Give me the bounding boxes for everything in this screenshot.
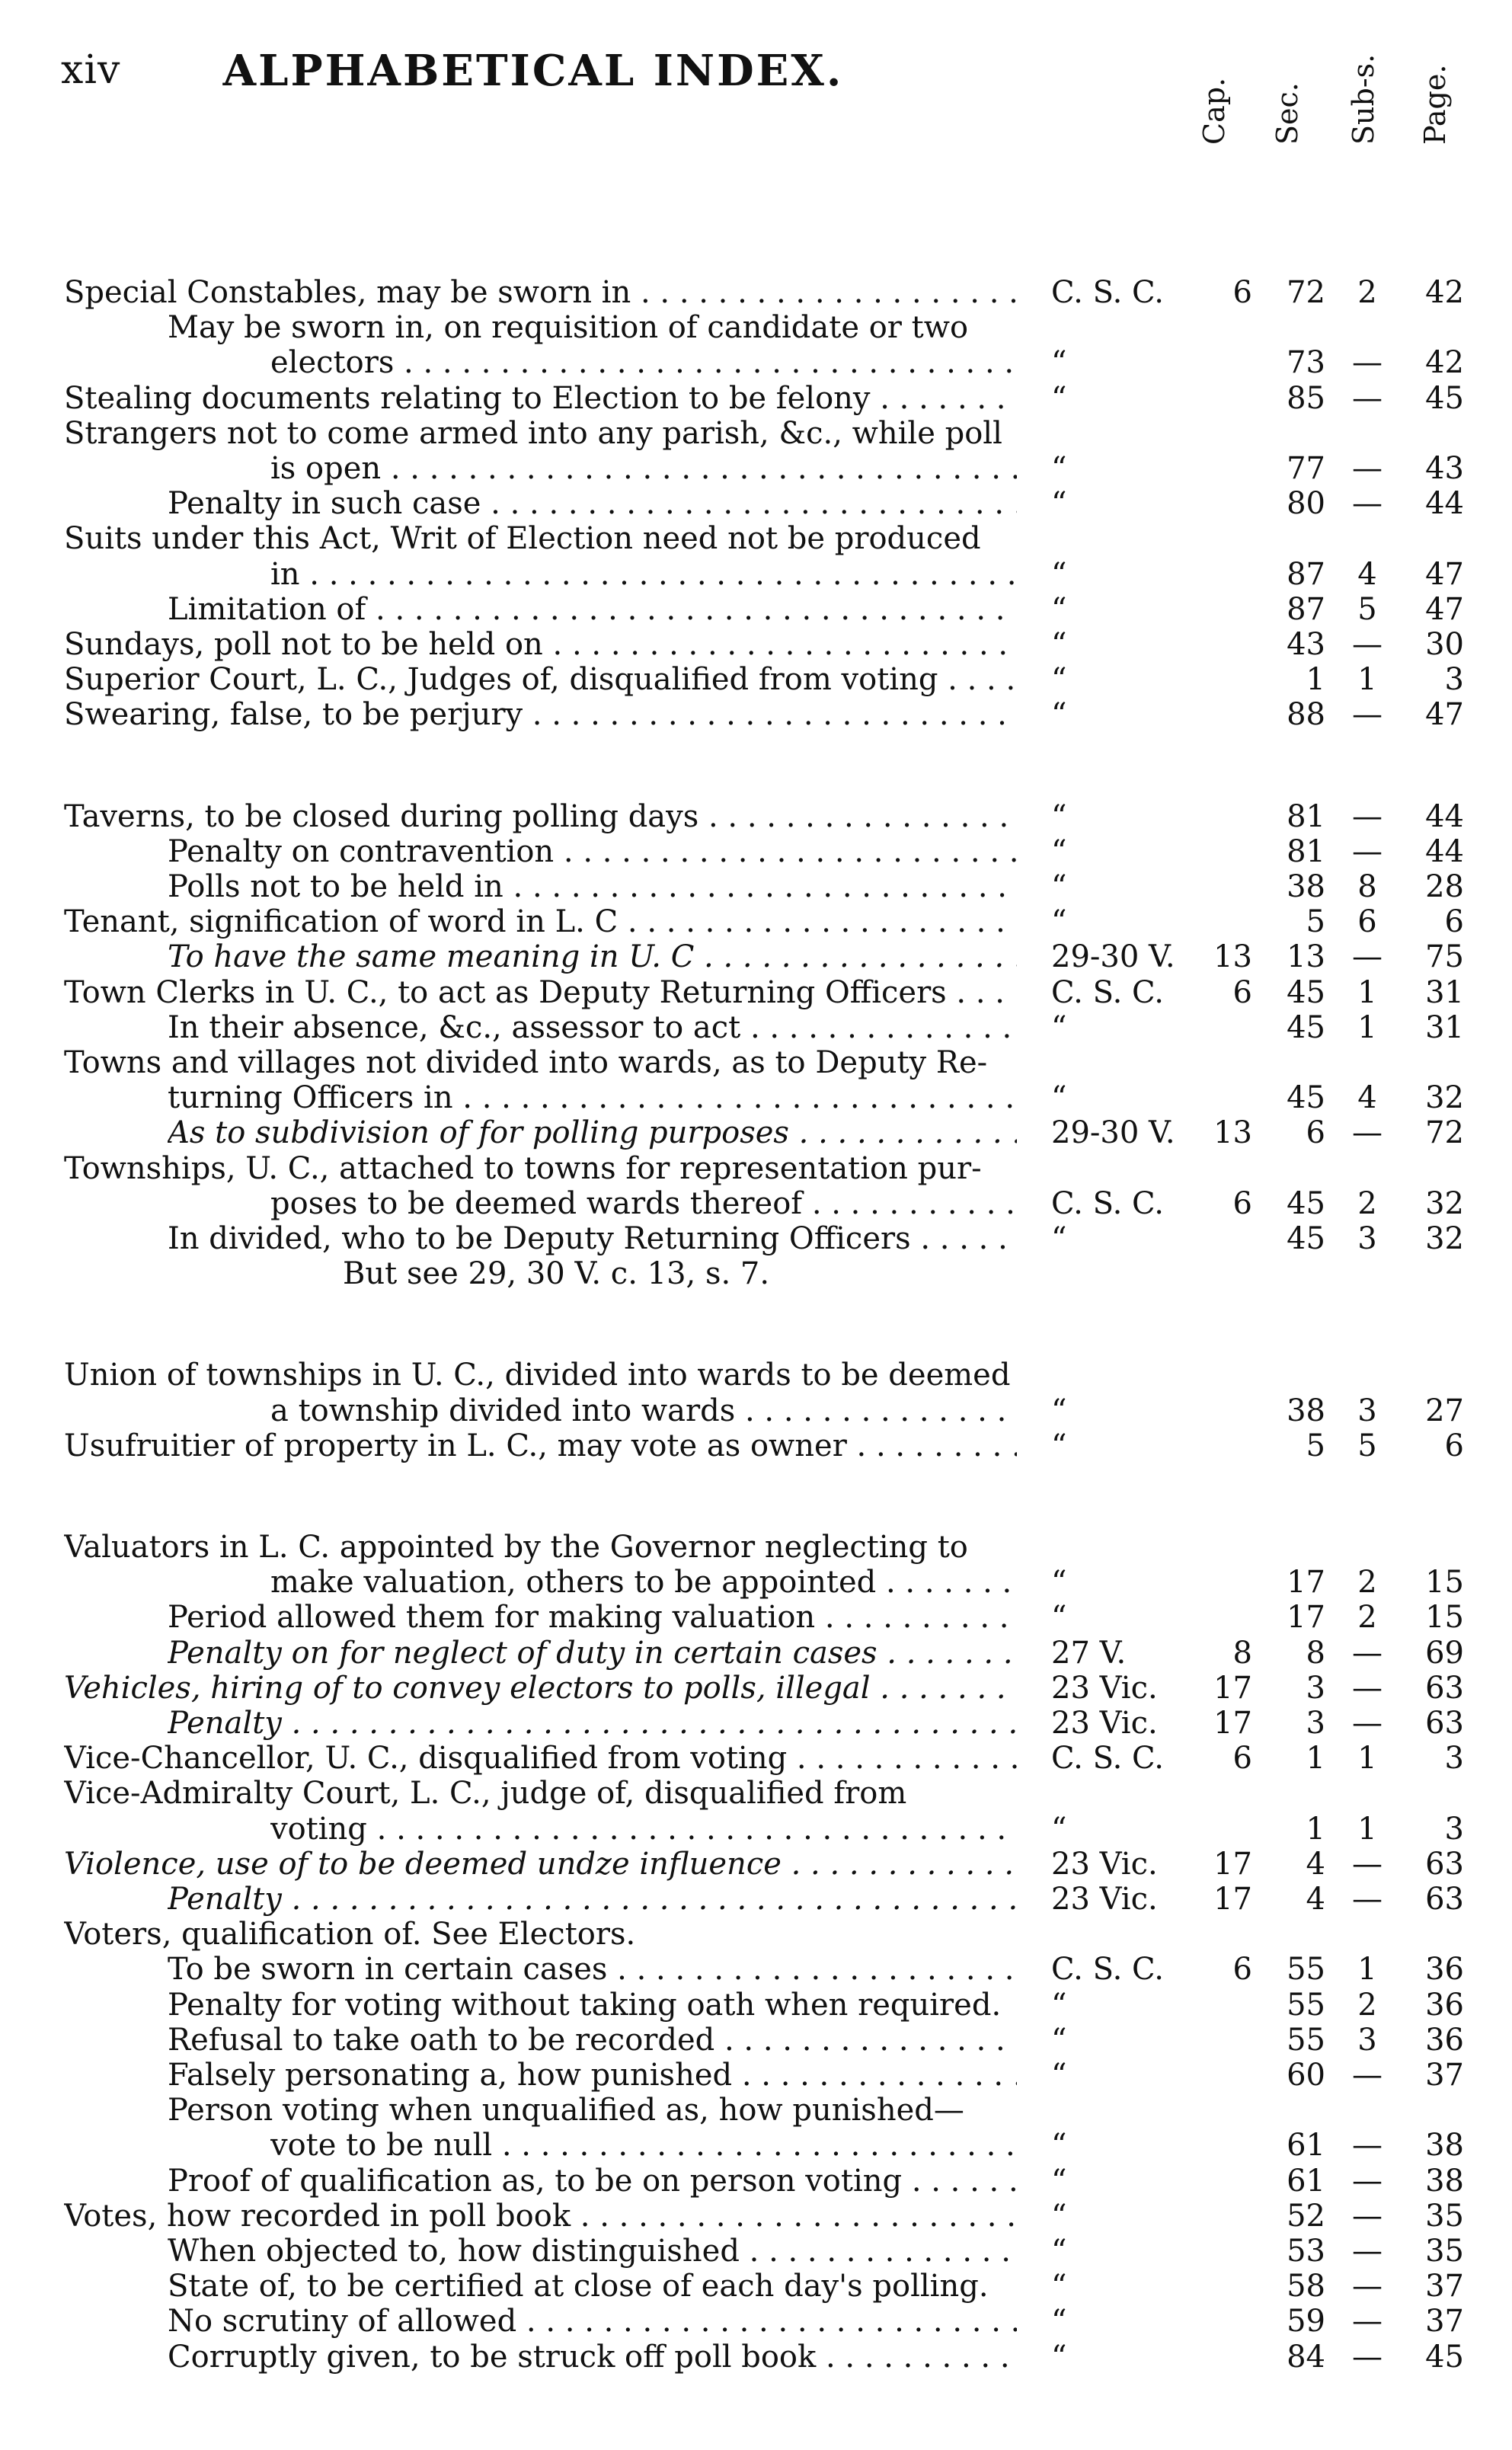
index-entry-text: Corruptly given, to be struck off poll book . . . <box>168 2339 1017 2375</box>
page-reference: 75 <box>1425 939 1464 974</box>
index-row <box>0 1009 1512 1046</box>
index-entry-text: Taverns, to be closed during polling days . . . <box>64 798 1017 835</box>
section-number: 60 <box>1287 2058 1325 2093</box>
index-entry-text: Swearing, false, to be perjury . . . <box>64 696 1017 733</box>
subsection-number: 2 <box>1357 1988 1377 2023</box>
act-reference: 23 Vic. <box>1051 1671 1158 1706</box>
act-reference: C. S. C. <box>1051 1741 1164 1776</box>
subsection-number: — <box>1352 2128 1383 2163</box>
subsection-number: — <box>1352 939 1383 974</box>
act-reference: “ <box>1051 1812 1067 1847</box>
subsection-number: 8 <box>1357 869 1377 904</box>
page-reference: 30 <box>1425 627 1464 662</box>
index-entry-text: Vehicles, hiring of to convey electors to polls, illegal . . . <box>64 1670 1017 1706</box>
index-entry-text: Polls not to be held in . . . <box>168 868 1017 905</box>
subsection-number: — <box>1352 2304 1383 2339</box>
index-row <box>0 485 1512 522</box>
subsection-number: 3 <box>1357 1221 1377 1256</box>
index-row <box>0 1916 1512 1953</box>
index-row <box>0 1987 1512 2023</box>
page-reference: 72 <box>1425 1115 1464 1150</box>
page-reference: 36 <box>1425 1988 1464 2023</box>
index-entry-text: To have the same meaning in U. C . . . <box>168 939 1017 975</box>
page-reference: 47 <box>1425 557 1464 592</box>
index-row <box>0 1635 1512 1671</box>
section-number: 45 <box>1287 1221 1325 1256</box>
page-reference: 6 <box>1444 904 1464 939</box>
act-reference: “ <box>1051 1080 1067 1115</box>
section-number: 88 <box>1287 697 1325 732</box>
section-number: 6 <box>1306 1115 1325 1150</box>
index-entry-text: Penalty . . . <box>168 1881 1017 1917</box>
index-row <box>0 974 1512 1011</box>
index-entry-text: Proof of qualification as, to be on person voting . . . <box>168 2163 1017 2199</box>
index-row <box>0 2339 1512 2375</box>
act-reference: 23 Vic. <box>1051 1847 1158 1882</box>
act-reference: “ <box>1051 799 1067 834</box>
act-reference: “ <box>1051 662 1067 697</box>
act-reference: “ <box>1051 1393 1067 1428</box>
subsection-number: — <box>1352 1847 1383 1882</box>
subsection-number: 1 <box>1357 662 1377 697</box>
act-reference: “ <box>1051 904 1067 939</box>
index-entry-text: Period allowed them for making valuation . . . <box>168 1599 1017 1636</box>
index-row <box>0 1599 1512 1636</box>
section-number: 4 <box>1306 1882 1325 1917</box>
act-reference: “ <box>1051 2199 1067 2234</box>
subsection-number: 2 <box>1357 275 1377 310</box>
subsection-number: 4 <box>1357 1080 1377 1115</box>
section-number: 4 <box>1306 1847 1325 1882</box>
act-reference: C. S. C. <box>1051 1186 1164 1221</box>
index-row <box>0 2303 1512 2340</box>
index-entry-text: Stealing documents relating to Election to be felony . . . <box>64 380 1017 417</box>
act-reference: “ <box>1051 345 1067 380</box>
chapter-number: 17 <box>1213 1847 1252 1882</box>
index-row <box>0 798 1512 835</box>
index-row <box>0 450 1512 487</box>
chapter-number: 17 <box>1213 1706 1252 1741</box>
index-entry-text: State of, to be certified at close of each day's polling. <box>168 2269 989 2304</box>
index-entry-text: Townships, U. C., attached to towns for representation pur- <box>64 1151 982 1186</box>
section-number: 80 <box>1287 486 1325 521</box>
act-reference: C. S. C. <box>1051 275 1164 310</box>
act-reference: “ <box>1051 2269 1067 2304</box>
index-entry-text: Penalty on for neglect of duty in certain cases . . . <box>168 1635 1017 1671</box>
page-reference: 37 <box>1425 2269 1464 2304</box>
index-row <box>0 1255 1512 1292</box>
index-entry-text: in . . . <box>270 556 1017 593</box>
page-reference: 47 <box>1425 697 1464 732</box>
section-number: 87 <box>1287 557 1325 592</box>
act-reference: “ <box>1051 486 1067 521</box>
act-reference: “ <box>1051 2234 1067 2269</box>
index-entry-text: turning Officers in . . . <box>168 1079 1017 1116</box>
index-row <box>0 904 1512 940</box>
chapter-number: 17 <box>1213 1882 1252 1917</box>
subsection-number: 1 <box>1357 1010 1377 1045</box>
subsection-number: — <box>1352 451 1383 486</box>
section-number: 81 <box>1287 834 1325 869</box>
index-row <box>0 591 1512 628</box>
subsection-number: 4 <box>1357 557 1377 592</box>
index-row <box>0 939 1512 975</box>
index-row <box>0 2057 1512 2093</box>
page-reference: 38 <box>1425 2128 1464 2163</box>
section-number: 45 <box>1287 1080 1325 1115</box>
act-reference: “ <box>1051 381 1067 416</box>
page-reference: 3 <box>1444 1812 1464 1847</box>
index-row <box>0 1564 1512 1601</box>
index-entry-text: Tenant, signification of word in L. C . . . <box>64 904 1017 940</box>
act-reference: “ <box>1051 557 1067 592</box>
section-number: 81 <box>1287 799 1325 834</box>
chapter-number: 17 <box>1213 1671 1252 1706</box>
index-row <box>0 556 1512 593</box>
chapter-number: 13 <box>1213 939 1252 974</box>
subsection-number: — <box>1352 2058 1383 2093</box>
column-header-subs: Sub-s. <box>1347 53 1380 145</box>
section-number: 55 <box>1287 1952 1325 1987</box>
index-row <box>0 415 1512 452</box>
index-entry-text: make valuation, others to be appointed . . . <box>270 1564 1017 1601</box>
page-reference: 42 <box>1425 345 1464 380</box>
section-number: 72 <box>1287 275 1325 310</box>
index-row <box>0 1951 1512 1988</box>
act-reference: 27 V. <box>1051 1636 1127 1671</box>
index-entry-text: electors . . . <box>270 344 1017 381</box>
page-number: xiv <box>61 47 121 93</box>
index-entry-text: Strangers not to come armed into any parish, &c., while poll <box>64 416 1002 451</box>
section-number: 59 <box>1287 2304 1325 2339</box>
subsection-number: 1 <box>1357 1812 1377 1847</box>
index-entry-text: Suits under this Act, Writ of Election need not be produced <box>64 521 981 556</box>
act-reference: “ <box>1051 1565 1067 1600</box>
page-reference: 43 <box>1425 451 1464 486</box>
act-reference: “ <box>1051 1221 1067 1256</box>
index-row <box>0 1150 1512 1187</box>
index-row <box>0 1428 1512 1464</box>
page-reference: 32 <box>1425 1080 1464 1115</box>
page-reference: 63 <box>1425 1847 1464 1882</box>
page-reference: 69 <box>1425 1636 1464 1671</box>
section-number: 85 <box>1287 381 1325 416</box>
index-row <box>0 520 1512 557</box>
index-entry-text: vote to be null . . . <box>270 2127 1017 2164</box>
subsection-number: — <box>1352 1115 1383 1150</box>
index-entry-text: Superior Court, L. C., Judges of, disqualified from voting . . . <box>64 661 1017 698</box>
act-reference: “ <box>1051 2304 1067 2339</box>
subsection-number: 6 <box>1357 904 1377 939</box>
index-entry-text: Special Constables, may be sworn in . . . <box>64 274 1017 311</box>
index-row <box>0 1670 1512 1706</box>
index-entry-text: Penalty in such case . . . <box>168 485 1017 522</box>
section-number: 45 <box>1287 1186 1325 1221</box>
index-row <box>0 344 1512 381</box>
index-row <box>0 1115 1512 1151</box>
index-entry-text: Vice-Admiralty Court, L. C., judge of, disqualified from <box>64 1776 907 1811</box>
index-entry-text: Voters, qualification of. See Electors. <box>64 1917 636 1952</box>
section-number: 5 <box>1306 1428 1325 1463</box>
section-number: 3 <box>1306 1671 1325 1706</box>
subsection-number: 1 <box>1357 1741 1377 1776</box>
index-entry-text: Penalty on contravention . . . <box>168 833 1017 870</box>
page-reference: 36 <box>1425 2023 1464 2058</box>
section-number: 61 <box>1287 2164 1325 2199</box>
section-number: 3 <box>1306 1706 1325 1741</box>
page-reference: 32 <box>1425 1186 1464 1221</box>
index-entry-text: As to subdivision of for polling purposes . . . <box>168 1115 1017 1151</box>
chapter-number: 6 <box>1232 275 1252 310</box>
act-reference: “ <box>1051 592 1067 627</box>
index-entry-text: Violence, use of to be deemed undze influence . . . <box>64 1846 1017 1882</box>
section-number: 5 <box>1306 904 1325 939</box>
subsection-number: — <box>1352 1671 1383 1706</box>
subsection-number: — <box>1352 381 1383 416</box>
page-reference: 45 <box>1425 381 1464 416</box>
index-entry-text: Towns and villages not divided into wards, as to Deputy Re- <box>64 1045 988 1080</box>
section-number: 55 <box>1287 1988 1325 2023</box>
section-number: 8 <box>1306 1636 1325 1671</box>
page-reference: 27 <box>1425 1393 1464 1428</box>
index-row <box>0 868 1512 905</box>
page-reference: 37 <box>1425 2304 1464 2339</box>
page-reference: 28 <box>1425 869 1464 904</box>
index-entry-text: Penalty . . . <box>168 1705 1017 1742</box>
section-number: 45 <box>1287 1010 1325 1045</box>
page-reference: 3 <box>1444 1741 1464 1776</box>
act-reference: “ <box>1051 451 1067 486</box>
section-number: 38 <box>1287 1393 1325 1428</box>
page-reference: 35 <box>1425 2234 1464 2269</box>
page-reference: 44 <box>1425 486 1464 521</box>
index-entry-text: When objected to, how distinguished . . . <box>168 2233 1017 2269</box>
index-entry-text: In their absence, &c., assessor to act . . . <box>168 1009 1017 1046</box>
subsection-number: 5 <box>1357 1428 1377 1463</box>
page-reference: 3 <box>1444 662 1464 697</box>
chapter-number: 6 <box>1232 975 1252 1010</box>
index-row <box>0 2022 1512 2058</box>
index-row <box>0 1705 1512 1742</box>
chapter-number: 6 <box>1232 1186 1252 1221</box>
page-reference: 6 <box>1444 1428 1464 1463</box>
index-row <box>0 309 1512 346</box>
index-entry-text: Refusal to take oath to be recorded . . . <box>168 2022 1017 2058</box>
act-reference: “ <box>1051 2023 1067 2058</box>
act-reference: “ <box>1051 2058 1067 2093</box>
page-reference: 63 <box>1425 1671 1464 1706</box>
index-entry-text: is open . . . <box>270 450 1017 487</box>
subsection-number: — <box>1352 2234 1383 2269</box>
chapter-number: 6 <box>1232 1952 1252 1987</box>
page-reference: 38 <box>1425 2164 1464 2199</box>
subsection-number: 2 <box>1357 1565 1377 1600</box>
index-entry-text: To be sworn in certain cases . . . <box>168 1951 1017 1988</box>
index-entry-text: Town Clerks in U. C., to act as Deputy Returning Officers . . . <box>64 974 1017 1011</box>
index-row <box>0 2092 1512 2129</box>
section-number: 17 <box>1287 1600 1325 1635</box>
page-reference: 44 <box>1425 799 1464 834</box>
chapter-number: 8 <box>1232 1636 1252 1671</box>
page-reference: 36 <box>1425 1952 1464 1987</box>
section-number: 87 <box>1287 592 1325 627</box>
index-entry-text: Sundays, poll not to be held on . . . <box>64 626 1017 663</box>
page-reference: 32 <box>1425 1221 1464 1256</box>
index-entry-text: But see 29, 30 V. c. 13, s. 7. <box>343 1256 770 1291</box>
act-reference: 23 Vic. <box>1051 1706 1158 1741</box>
act-reference: “ <box>1051 697 1067 732</box>
index-entry-text: Person voting when unqualified as, how punished— <box>168 2093 964 2128</box>
index-entry-text: poses to be deemed wards thereof . . . <box>270 1185 1017 1222</box>
index-entry-text: Vice-Chancellor, U. C., disqualified from voting . . . <box>64 1740 1017 1777</box>
act-reference: C. S. C. <box>1051 1952 1164 1987</box>
subsection-number: — <box>1352 1706 1383 1741</box>
page-reference: 45 <box>1425 2340 1464 2375</box>
page-reference: 35 <box>1425 2199 1464 2234</box>
index-row <box>0 1811 1512 1847</box>
section-number: 17 <box>1287 1565 1325 1600</box>
index-entry-text: a township divided into wards . . . <box>270 1393 1017 1429</box>
index-row <box>0 833 1512 870</box>
index-entry-text: In divided, who to be Deputy Returning Officers . . . <box>168 1220 1017 1257</box>
index-entry-text: Penalty for voting without taking oath when required. <box>168 1988 1002 2023</box>
section-number: 55 <box>1287 2023 1325 2058</box>
index-row <box>0 626 1512 663</box>
page-reference: 37 <box>1425 2058 1464 2093</box>
section-number: 43 <box>1287 627 1325 662</box>
subsection-number: — <box>1352 627 1383 662</box>
act-reference: “ <box>1051 2340 1067 2375</box>
section-number: 84 <box>1287 2340 1325 2375</box>
act-reference: “ <box>1051 1428 1067 1463</box>
index-row <box>0 1393 1512 1429</box>
index-row <box>0 1185 1512 1222</box>
section-number: 1 <box>1306 1812 1325 1847</box>
section-number: 52 <box>1287 2199 1325 2234</box>
act-reference: “ <box>1051 1988 1067 2023</box>
subsection-number: — <box>1352 2269 1383 2304</box>
subsection-number: 2 <box>1357 1600 1377 1635</box>
subsection-number: — <box>1352 2340 1383 2375</box>
subsection-number: 3 <box>1357 1393 1377 1428</box>
index-entry-text: No scrutiny of allowed . . . <box>168 2303 1017 2340</box>
act-reference: “ <box>1051 627 1067 662</box>
section-number: 13 <box>1287 939 1325 974</box>
subsection-number: — <box>1352 697 1383 732</box>
act-reference: “ <box>1051 869 1067 904</box>
subsection-number: 2 <box>1357 1186 1377 1221</box>
index-entry-text: Limitation of . . . <box>168 591 1017 628</box>
index-row <box>0 1220 1512 1257</box>
subsection-number: — <box>1352 2164 1383 2199</box>
section-number: 1 <box>1306 662 1325 697</box>
section-number: 53 <box>1287 2234 1325 2269</box>
index-entry-text: Valuators in L. C. appointed by the Governor neglecting to <box>64 1530 968 1565</box>
section-number: 1 <box>1306 1741 1325 1776</box>
subsection-number: — <box>1352 345 1383 380</box>
column-header-page: Page. <box>1418 64 1452 145</box>
index-row <box>0 1357 1512 1393</box>
subsection-number: — <box>1352 486 1383 521</box>
index-entry-text: Usufruitier of property in L. C., may vote as owner . . . <box>64 1428 1017 1464</box>
column-header-cap: Cap. <box>1197 77 1231 145</box>
index-row <box>0 2268 1512 2304</box>
index-row <box>0 2233 1512 2269</box>
act-reference: 29-30 V. <box>1051 939 1175 974</box>
act-reference: “ <box>1051 834 1067 869</box>
column-header-sec: Sec. <box>1271 82 1304 145</box>
index-row <box>0 2127 1512 2164</box>
act-reference: “ <box>1051 2164 1067 2199</box>
page-reference: 31 <box>1425 1010 1464 1045</box>
chapter-number: 13 <box>1213 1115 1252 1150</box>
index-entry-text: May be sworn in, on requisition of candidate or two <box>168 310 969 345</box>
section-number: 77 <box>1287 451 1325 486</box>
index-row <box>0 1529 1512 1566</box>
page-reference: 63 <box>1425 1706 1464 1741</box>
index-row <box>0 661 1512 698</box>
subsection-number: 1 <box>1357 1952 1377 1987</box>
index-row <box>0 274 1512 311</box>
index-row <box>0 1846 1512 1882</box>
index-entry-text: Union of townships in U. C., divided into wards to be deemed <box>64 1358 1011 1393</box>
section-number: 58 <box>1287 2269 1325 2304</box>
act-reference: “ <box>1051 1010 1067 1045</box>
index-row <box>0 1079 1512 1116</box>
act-reference: 23 Vic. <box>1051 1882 1158 1917</box>
index-row <box>0 696 1512 733</box>
subsection-number: — <box>1352 834 1383 869</box>
index-row <box>0 2163 1512 2199</box>
act-reference: C. S. C. <box>1051 975 1164 1010</box>
index-entry-text: Falsely personating a, how punished . . . <box>168 2057 1017 2093</box>
index-row <box>0 2198 1512 2234</box>
index-entry-text: voting . . . <box>270 1811 1017 1847</box>
page-reference: 15 <box>1425 1565 1464 1600</box>
index-row <box>0 380 1512 417</box>
page-reference: 47 <box>1425 592 1464 627</box>
subsection-number: 5 <box>1357 592 1377 627</box>
index-row <box>0 1775 1512 1812</box>
section-number: 38 <box>1287 869 1325 904</box>
subsection-number: 3 <box>1357 2023 1377 2058</box>
subsection-number: — <box>1352 799 1383 834</box>
act-reference: 29-30 V. <box>1051 1115 1175 1150</box>
page-reference: 31 <box>1425 975 1464 1010</box>
page-reference: 42 <box>1425 275 1464 310</box>
chapter-number: 6 <box>1232 1741 1252 1776</box>
subsection-number: — <box>1352 1636 1383 1671</box>
subsection-number: — <box>1352 2199 1383 2234</box>
page-reference: 63 <box>1425 1882 1464 1917</box>
index-row <box>0 1044 1512 1081</box>
act-reference: “ <box>1051 2128 1067 2163</box>
page-reference: 44 <box>1425 834 1464 869</box>
section-number: 61 <box>1287 2128 1325 2163</box>
section-number: 45 <box>1287 975 1325 1010</box>
act-reference: “ <box>1051 1600 1067 1635</box>
index-entry-text: Votes, how recorded in poll book . . . <box>64 2198 1017 2234</box>
index-row <box>0 1881 1512 1917</box>
page-title: ALPHABETICAL INDEX. <box>222 46 844 96</box>
subsection-number: 1 <box>1357 975 1377 1010</box>
subsection-number: — <box>1352 1882 1383 1917</box>
page-reference: 15 <box>1425 1600 1464 1635</box>
index-row <box>0 1740 1512 1777</box>
section-number: 73 <box>1287 345 1325 380</box>
